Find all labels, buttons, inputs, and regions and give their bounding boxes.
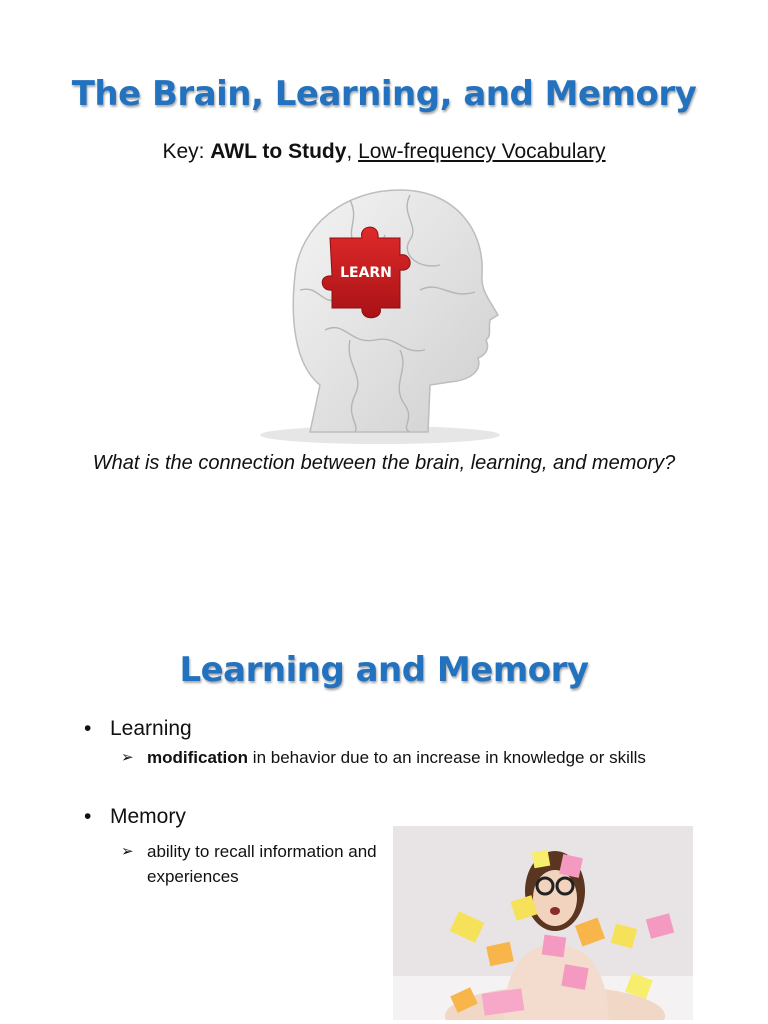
bullet-dot-icon: • <box>84 717 92 740</box>
bullet-label: Learning <box>110 717 192 740</box>
bullet-dot-icon: • <box>84 805 92 828</box>
key-low-frequency: Low-frequency Vocabulary <box>358 140 606 163</box>
key-line <box>0 140 768 164</box>
arrowhead-icon: ➢ <box>121 843 134 860</box>
guiding-question: What is the connection between the brain, learning, and memory? <box>92 452 676 474</box>
slide-2 <box>0 610 768 1024</box>
slide-2-title: Learning and Memory <box>179 650 589 690</box>
sticky-notes-photo <box>393 826 693 1020</box>
bullet-learning <box>84 717 192 741</box>
definition-text: ability to recall information and experiences <box>147 842 377 886</box>
key-awl: AWL to Study <box>210 140 347 163</box>
puzzle-head-image <box>250 180 510 445</box>
sub-bullet-learning <box>121 745 687 770</box>
sub-bullet-memory <box>121 839 387 889</box>
arrowhead-icon: ➢ <box>121 749 134 766</box>
term-modification: modification <box>147 748 249 767</box>
bullet-label: Memory <box>110 805 186 828</box>
key-separator: , <box>346 140 359 163</box>
bullet-memory <box>84 805 186 829</box>
definition-text: in behavior due to an increase in knowledge or skills <box>248 748 646 767</box>
slide-1-title: The Brain, Learning, and Memory <box>71 74 697 114</box>
puzzle-label: LEARN <box>340 265 392 281</box>
key-prefix: Key: <box>162 140 211 163</box>
